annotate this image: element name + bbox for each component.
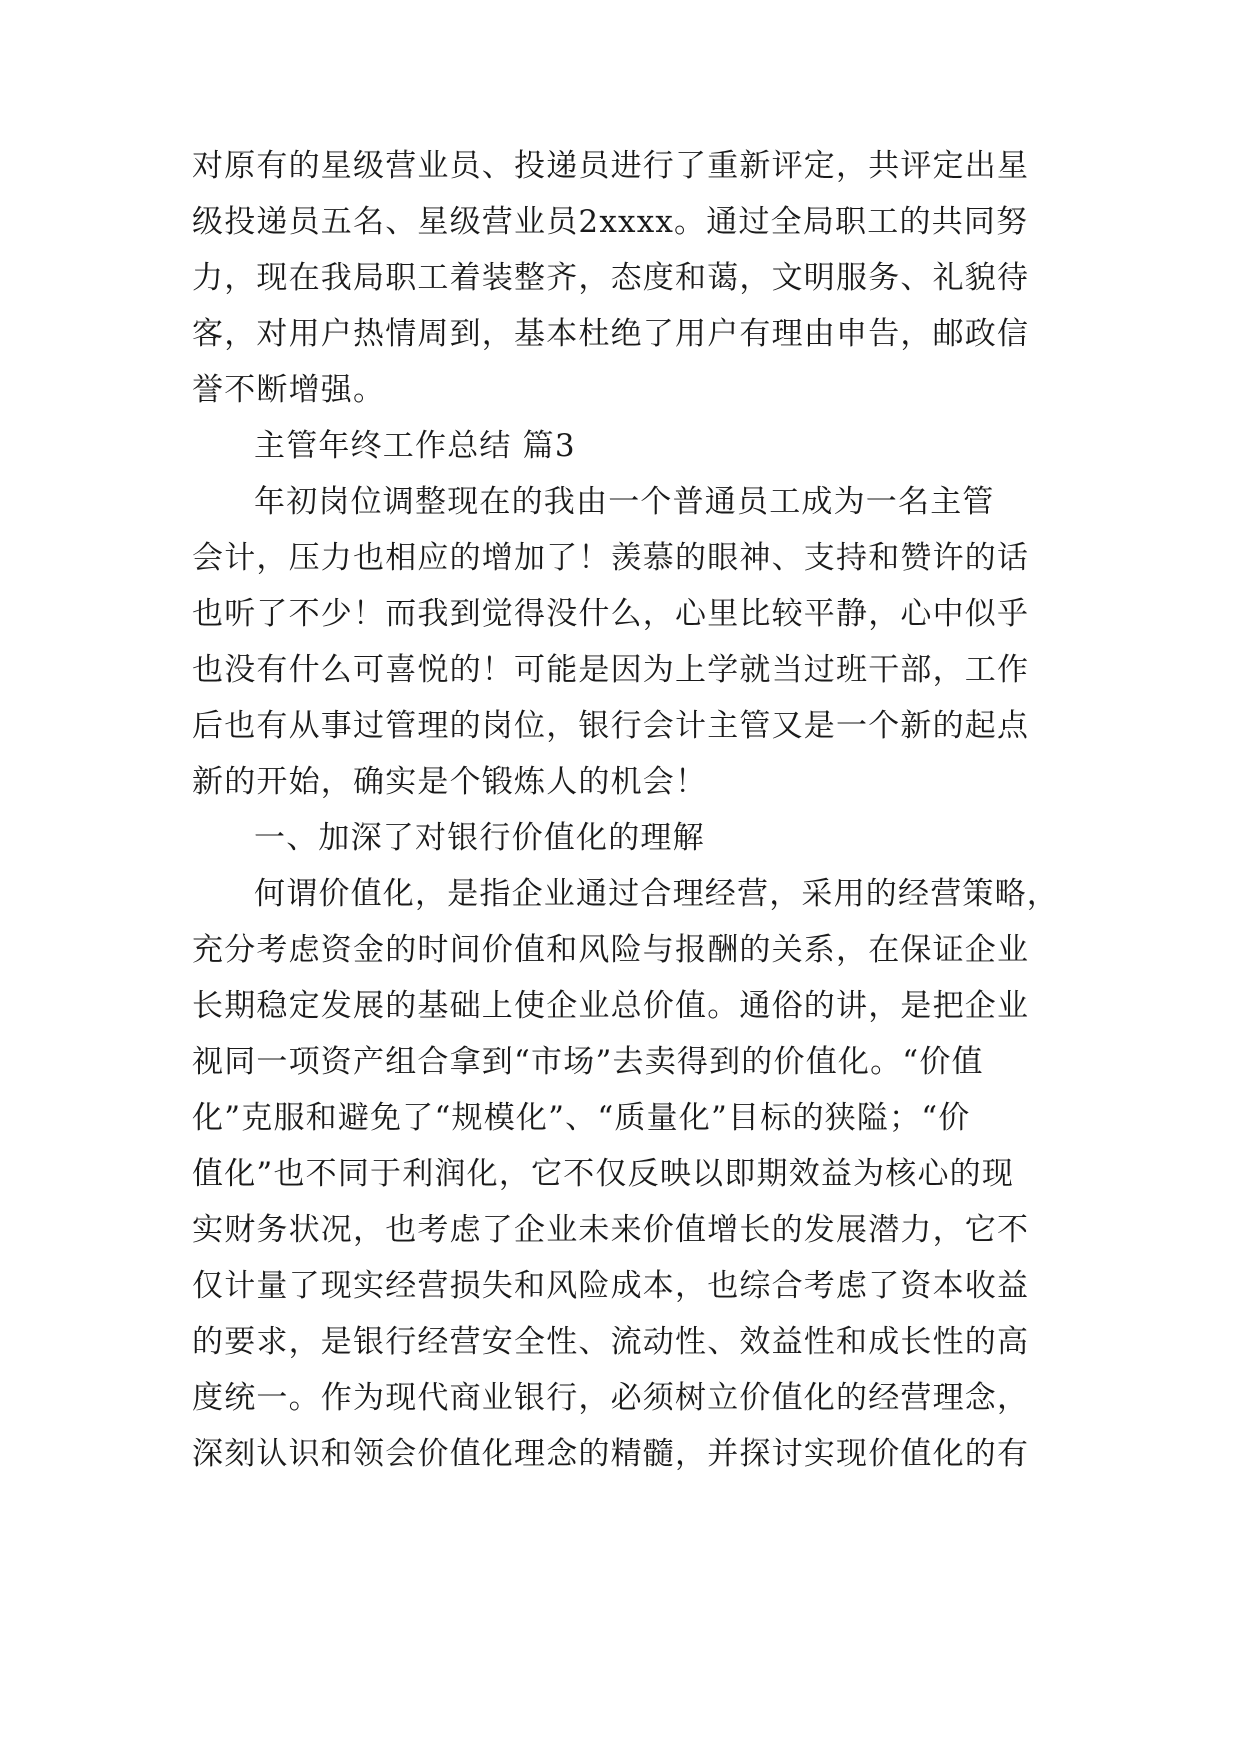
text-line: 也没有什么可喜悦的！可能是因为上学就当过班干部，工作: [192, 652, 1030, 688]
text-line: 度统一。作为现代商业银行，必须树立价值化的经营理念，: [192, 1380, 1030, 1416]
text-line: 何谓价值化，是指企业通过合理经营，采用的经营策略，: [254, 876, 1059, 912]
text-line: 深刻认识和领会价值化理念的精髓，并探讨实现价值化的有: [192, 1436, 1030, 1472]
text-line: 实财务状况，也考虑了企业未来价值增长的发展潜力，它不: [192, 1212, 1030, 1248]
text-line: 后也有从事过管理的岗位，银行会计主管又是一个新的起点: [192, 708, 1030, 744]
subsection-heading: 一、加深了对银行价值化的理解: [254, 820, 705, 856]
text-line: 值化”也不同于利润化，它不仅反映以即期效益为核心的现: [192, 1156, 1015, 1192]
text-line: 年初岗位调整现在的我由一个普通员工成为一名主管: [254, 484, 995, 520]
text-line: 新的开始，确实是个锻炼人的机会！: [192, 764, 708, 800]
text-line: 的要求，是银行经营安全性、流动性、效益性和成长性的高: [192, 1324, 1030, 1360]
text-line: 充分考虑资金的时间价值和风险与报酬的关系，在保证企业: [192, 932, 1030, 968]
section-heading: 主管年终工作总结 篇3: [254, 428, 576, 464]
text-line: 仅计量了现实经营损失和风险成本，也综合考虑了资本收益: [192, 1268, 1030, 1304]
text-line: 长期稳定发展的基础上使企业总价值。通俗的讲，是把企业: [192, 988, 1030, 1024]
text-line: 客，对用户热情周到，基本杜绝了用户有理由申告，邮政信: [192, 316, 1030, 352]
text-line: 视同一项资产组合拿到“市场”去卖得到的价值化。“价值: [192, 1044, 984, 1080]
text-line: 誉不断增强。: [192, 372, 386, 408]
text-line: 化”克服和避免了“规模化”、“质量化”目标的狭隘；“价: [192, 1100, 971, 1136]
text-line: 也听了不少！而我到觉得没什么，心里比较平静，心中似乎: [192, 596, 1030, 632]
text-line: 级投递员五名、星级营业员2xxxx。通过全局职工的共同努: [192, 204, 1029, 240]
text-line: 会计，压力也相应的增加了！羡慕的眼神、支持和赞许的话: [192, 540, 1030, 576]
text-line: 对原有的星级营业员、投递员进行了重新评定，共评定出星: [192, 148, 1030, 184]
text-line: 力，现在我局职工着装整齐，态度和蔼，文明服务、礼貌待: [192, 260, 1030, 296]
